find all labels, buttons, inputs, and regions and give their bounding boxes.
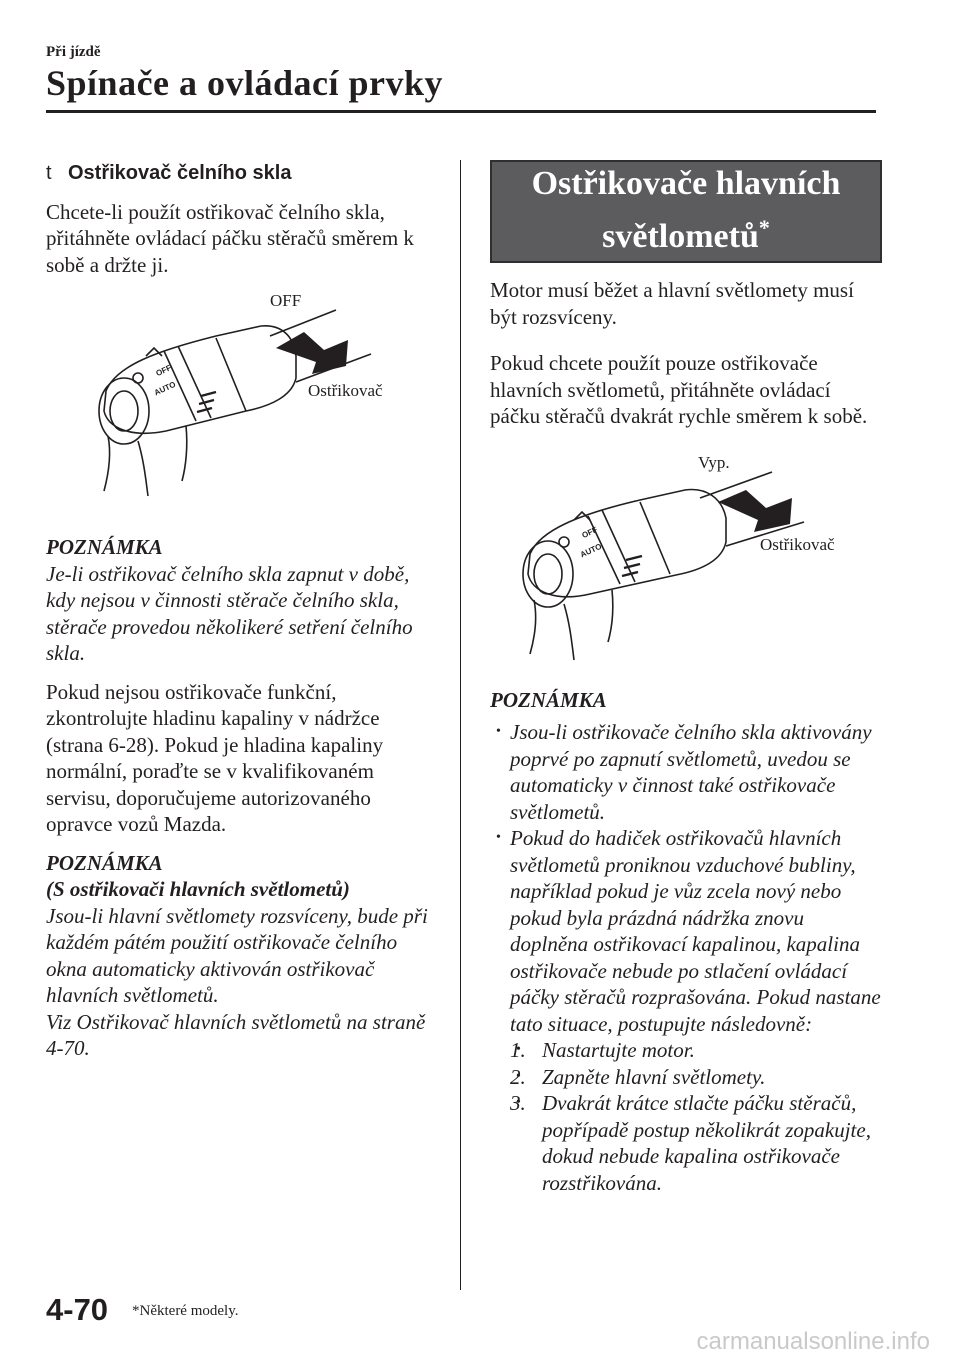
page-number: 4-70 (46, 1292, 109, 1327)
headlight-washer-instruction: Pokud chcete použít pouze ostřikovače hlavních světlometů, přitáhněte ovládací páčku stěračů dvakrát rychle směrem k sobě. (490, 351, 868, 428)
steps-list (510, 1037, 885, 1196)
note-subtitle: (S ostřikovači hlavních světlometů) (46, 877, 350, 901)
watermark: carmanualsonline.info (696, 1328, 930, 1355)
left-column (46, 160, 441, 1062)
wiper-lever-figure-left (46, 291, 441, 506)
step-item (510, 1064, 885, 1091)
note-bullet (490, 825, 885, 1196)
note-title: POZNÁMKA (46, 535, 163, 559)
banner-line-2 (492, 206, 880, 259)
step-text: Dvakrát krátce stlačte páčku stěračů, popřípadě postup několikrát zopakujte, dokud nebude kapalina ostřikovače rozstřikována. (542, 1091, 871, 1195)
label-off: OFF (270, 291, 302, 310)
step-item (510, 1090, 885, 1196)
wiper-lever-figure-right (490, 452, 885, 667)
banner-line-2-text: světlometů (602, 218, 759, 255)
note-bullet-list (490, 719, 885, 1196)
note-text: Je-li ostřikovač čelního skla zapnut v době, kdy nejsou v činnosti stěrače čelního skla, stěrače provedou několikeré setření čelního skla. (46, 561, 413, 665)
label-dial-auto: AUTO (152, 379, 178, 398)
section-banner (490, 160, 882, 263)
header-rule (46, 110, 876, 113)
note-title: POZNÁMKA (46, 850, 163, 875)
note-reference: Viz Ostřikovač hlavních světlometů na straně 4-70. (46, 1009, 426, 1060)
right-column (490, 160, 885, 1196)
label-washer: Ostřikovač (760, 534, 835, 554)
wiper-lever-illustration (490, 462, 885, 667)
pull-arrow (718, 490, 792, 532)
step-item (510, 1037, 885, 1064)
subheading-windshield-washer (46, 160, 441, 187)
note-bullet-text: Pokud do hadiček ostřikovačů hlavních světlometů proniknou vzduchové bubliny, například pokud je vůz zcela nový nebo pokud byla prázdná nádržka znovu doplněna ostřikovací kapalinou, kapalina ostřikovače nebude po stlačení ovládací páčky stěračů rozprašována. Pokud nastane tato situace, postupujte následovně: (510, 826, 881, 1036)
step-text: Nastartujte motor. (542, 1038, 695, 1062)
banner-line-1: Ostřikovače hlavních (531, 165, 841, 202)
subheading-marker: t (46, 162, 52, 184)
step-number: • 3. (510, 1091, 526, 1115)
headlight-washer-condition: Motor musí běžet a hlavní světlomety musí být rozsvíceny. (490, 278, 854, 329)
step-text: Zapněte hlavní světlomety. (542, 1064, 766, 1089)
note-bullet: • Jsou-li ostřikovače čelního skla aktivovány poprvé po zapnutí světlometů, uvedou se automaticky v činnost také ostřikovače světlometů. (490, 719, 885, 825)
step-number: • 2. (510, 1064, 526, 1089)
step-number: • 1. (510, 1038, 526, 1062)
label-dial-auto: AUTO (578, 541, 604, 559)
label-dial-off: OFF (580, 524, 599, 540)
section-label: Při jízdě (46, 44, 101, 60)
washer-fault-paragraph: Pokud nejsou ostřikovače funkční, zkontrolujte hladinu kapaliny v nádržce (strana 6-28). Pokud je hladina kapaliny normální, poraďte se v kvalifikovaném servisu, doporučujeme autorizovaného opravce vozů Mazda. (46, 679, 384, 836)
column-divider (460, 160, 461, 1290)
page-title: Spínače a ovládací prvky (46, 63, 444, 103)
subheading-text: Ostřikovač čelního skla (68, 162, 292, 184)
note-text: Jsou-li hlavní světlomety rozsvíceny, bude při každém pátém použití ostřikovače čelního okna automaticky aktivován ostřikovač hlavních světlometů. (46, 903, 428, 1007)
banner-mark: * (758, 215, 770, 240)
pull-arrow (276, 332, 348, 374)
footnote: *Některé modely. (132, 1303, 239, 1319)
intro-paragraph: Chcete-li použít ostřikovač čelního skla, přitáhněte ovládací páčku stěračů směrem k sobě a držte ji. (46, 199, 414, 277)
label-off: Vyp. (698, 452, 730, 472)
label-dial-off: OFF (154, 363, 173, 379)
label-washer: Ostřikovač (308, 381, 383, 400)
note-title: POZNÁMKA (490, 687, 607, 712)
